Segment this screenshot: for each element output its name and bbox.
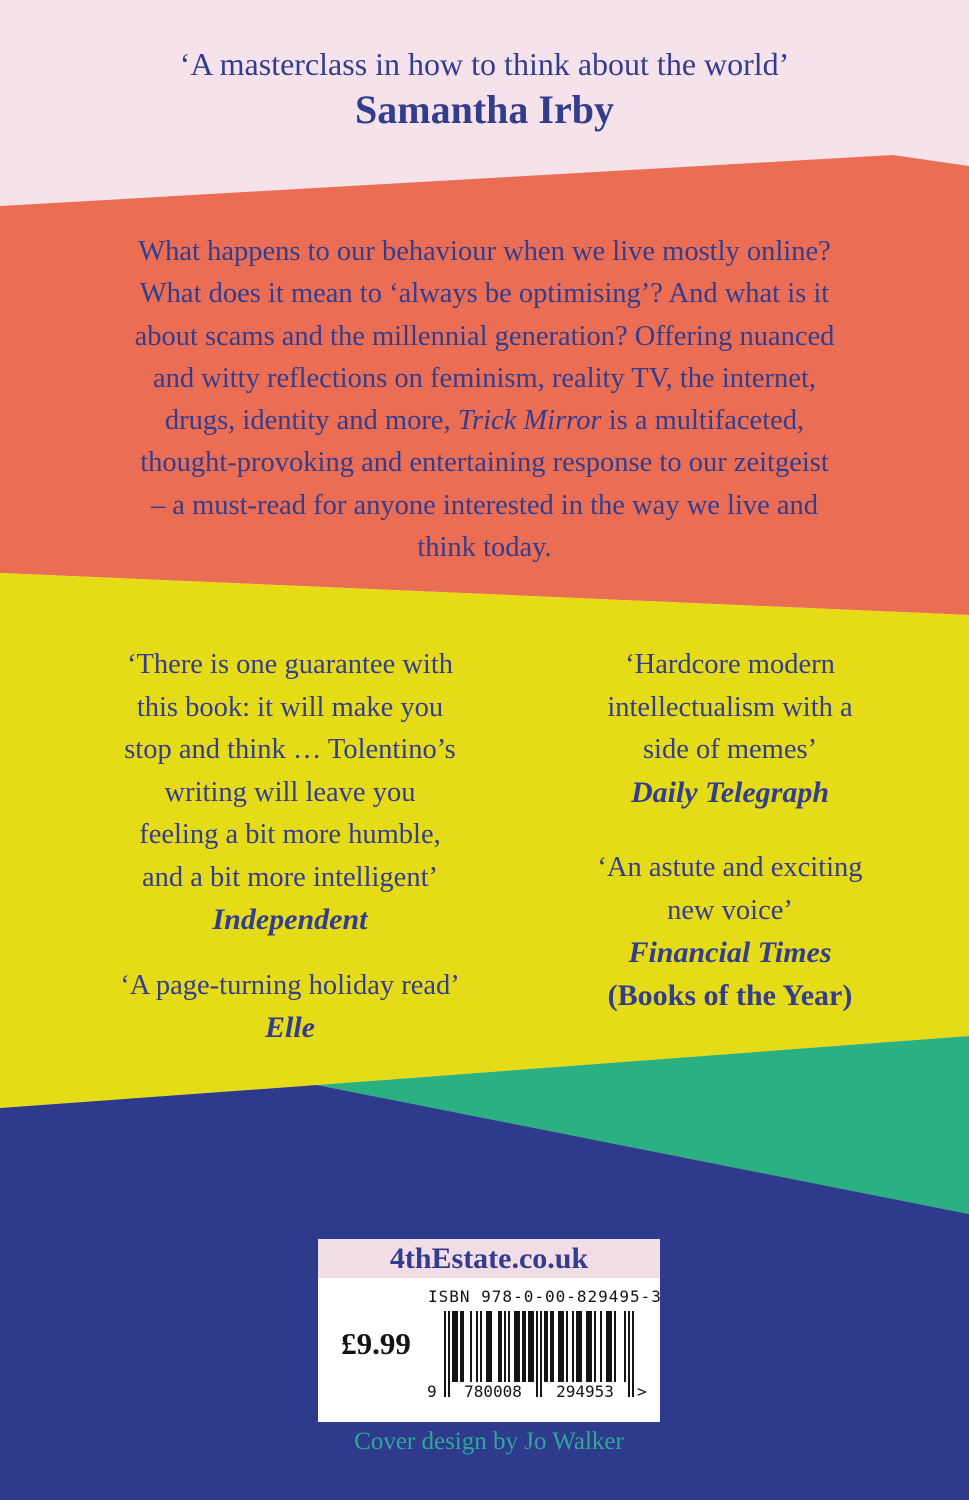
cover-design-credit: Cover design by Jo Walker [354, 1428, 624, 1455]
quote-line: ‘Hardcore modern [625, 649, 835, 680]
blurb-line: and witty reflections on feminism, reality TV, the internet, [152, 362, 816, 394]
headline-quote-author: Samantha Irby [355, 87, 614, 132]
blurb-line [0, 400, 969, 442]
ean13-barcode [427, 1311, 647, 1403]
quote-source: Financial Times [628, 936, 832, 969]
quote-source-note: (Books of the Year) [607, 978, 853, 1012]
quote-line: feeling a bit more humble, [139, 819, 441, 850]
press-quote-elle [60, 965, 520, 1050]
press-quotes-left-column [60, 644, 520, 1050]
quote-line: writing will leave you [164, 776, 416, 808]
blurb-line: – a must-read for anyone interested in the way we live and [150, 489, 819, 521]
blurb-line-text: drugs, identity and more, [164, 405, 458, 437]
quote-line: side of memes’ [642, 734, 818, 765]
headline-quote [0, 42, 969, 134]
barcode-digit-lead: 9 [427, 1382, 437, 1401]
press-quotes-right-column [530, 644, 930, 1017]
press-quote-independent [60, 644, 520, 942]
blurb-line: think today. [417, 532, 552, 564]
barcode-panel [318, 1278, 660, 1422]
quote-line: ‘There is one guarantee with [126, 649, 454, 680]
headline-quote-text: ‘A masterclass in how to think about the world’ [179, 46, 790, 82]
barcode-digits [427, 1382, 647, 1403]
quote-line: stop and think … Tolentino’s [124, 734, 456, 765]
quote-line: ‘A page-turning holiday read’ [120, 969, 460, 1001]
press-quote-financial-times [530, 847, 930, 1017]
barcode-digit-group: 780008 [452, 1382, 534, 1401]
barcode-quiet-zone-arrow: > [637, 1382, 647, 1401]
barcode-block [427, 1287, 662, 1403]
isbn-label: ISBN 978-0-00-829495-3 [428, 1287, 662, 1306]
quote-line: this book: it will make you [136, 691, 444, 723]
quote-source: Independent [212, 903, 368, 936]
press-quote-daily-telegraph [530, 644, 930, 814]
quote-source: Elle [265, 1011, 315, 1044]
publisher-website: 4thEstate.co.uk [318, 1239, 660, 1278]
back-cover-blurb [0, 231, 969, 569]
blurb-line: about scams and the millennial generation? Offering nuanced [134, 320, 835, 352]
quote-source: Daily Telegraph [630, 775, 830, 809]
quote-line: new voice’ [667, 894, 793, 926]
blurb-line: What does it mean to ‘always be optimising’? And what is it [139, 278, 830, 310]
price-label: £9.99 [341, 1326, 411, 1361]
book-title-italic: Trick Mirror [457, 405, 602, 437]
blurb-line: thought-provoking and entertaining response to our zeitgeist [140, 447, 829, 479]
quote-line: intellectualism with a [607, 691, 853, 723]
blurb-line-text: is a multifaceted, [601, 405, 805, 437]
publisher-barcode-box [318, 1239, 660, 1422]
quote-line: and a bit more intelligent’ [142, 861, 438, 893]
blurb-line: What happens to our behaviour when we live mostly online? [138, 236, 831, 267]
quote-line: ‘An astute and exciting [597, 852, 863, 883]
barcode-digit-group: 294953 [544, 1382, 626, 1401]
